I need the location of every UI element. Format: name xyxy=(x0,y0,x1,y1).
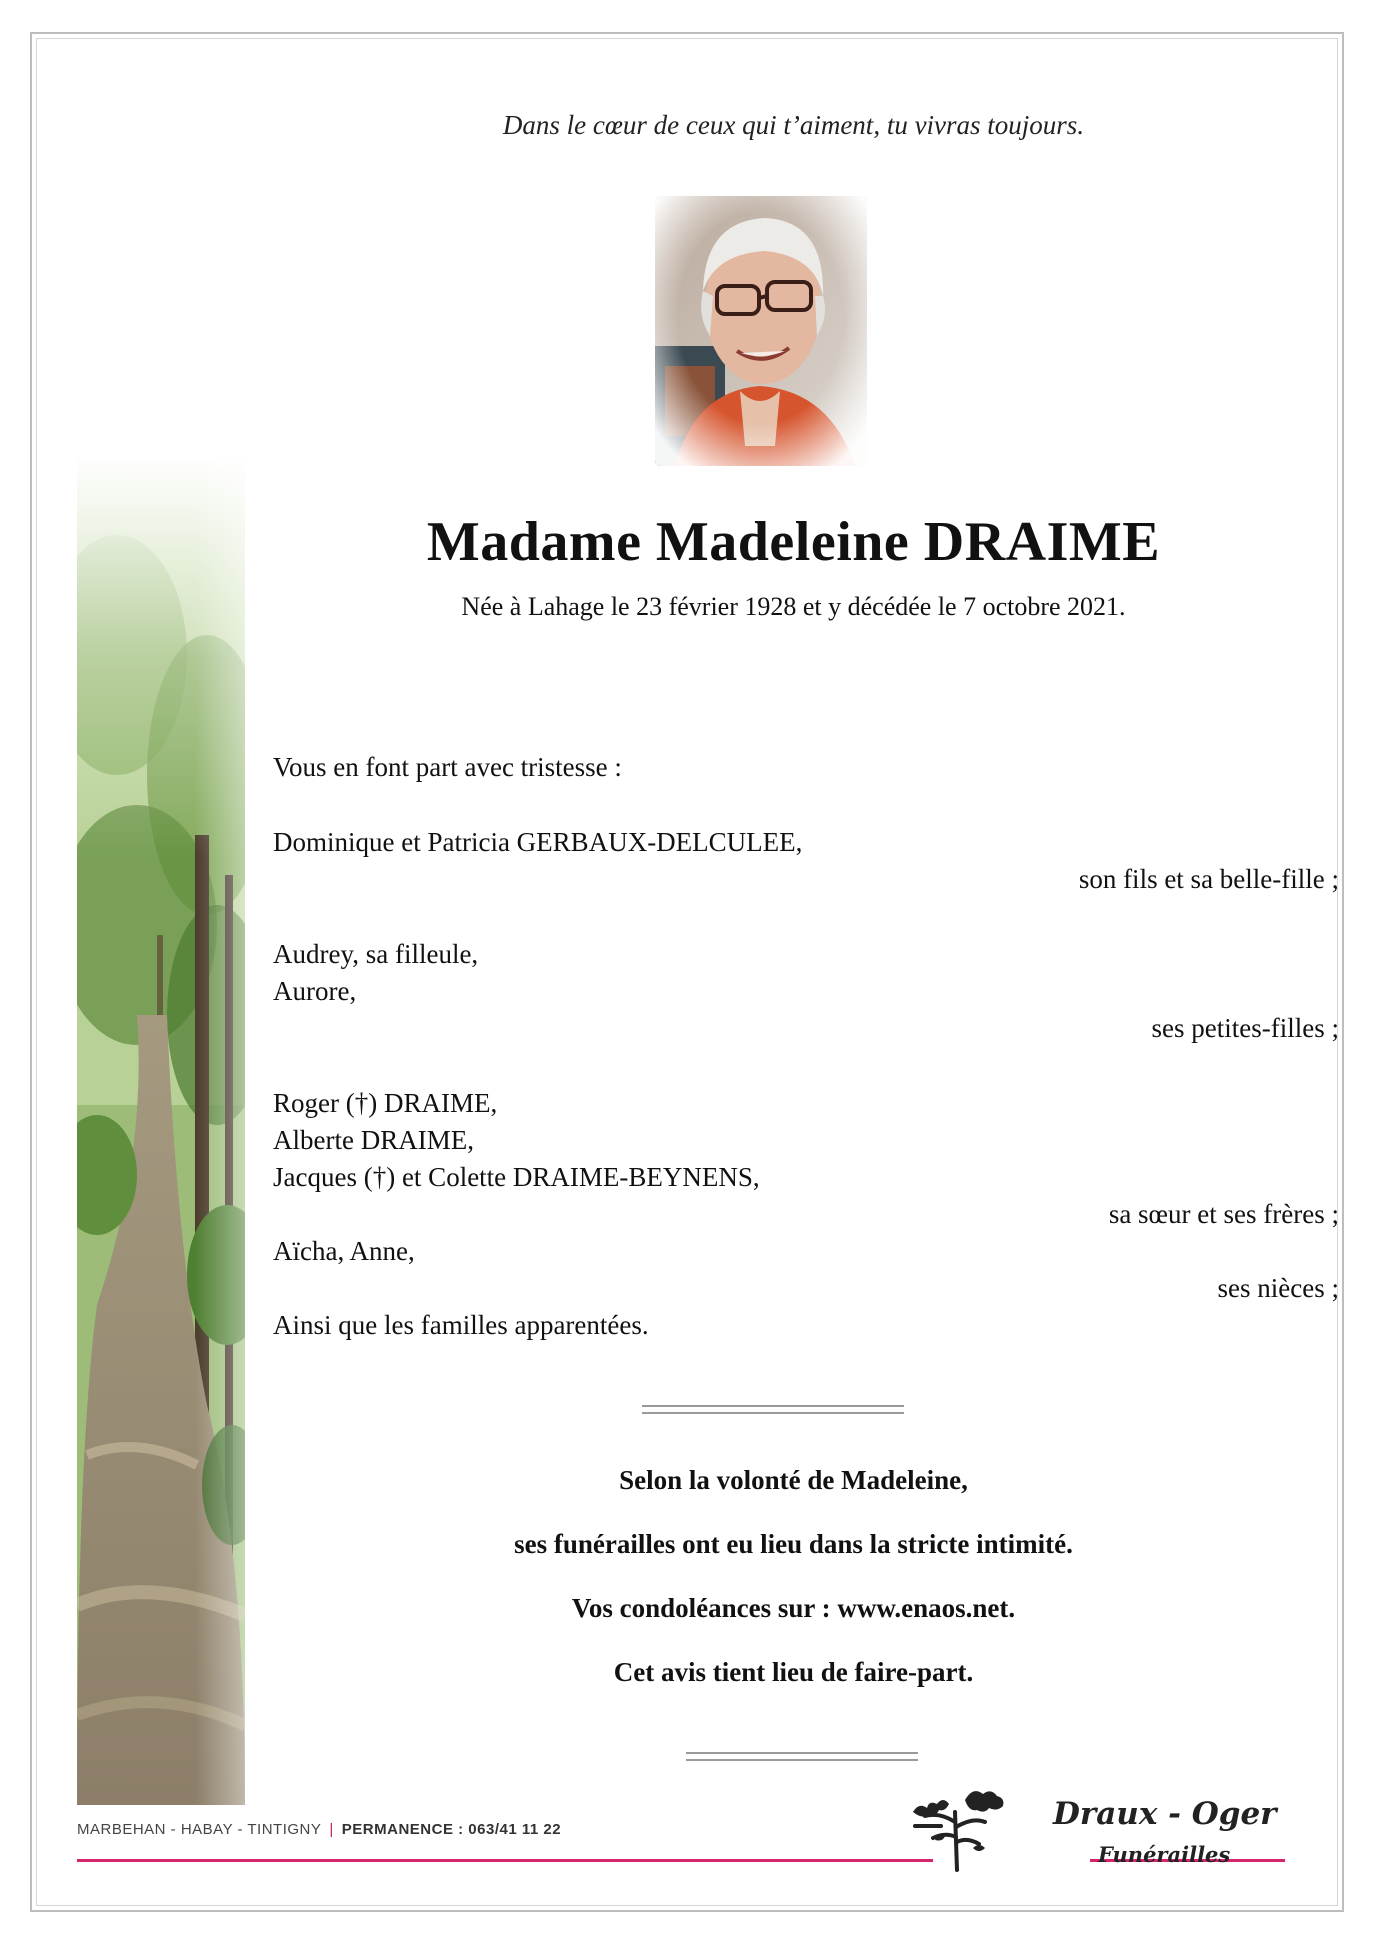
family-line: Ainsi que les familles apparentées. xyxy=(273,1310,649,1340)
family-line: Jacques (†) et Colette DRAIME-BEYNENS, xyxy=(273,1162,760,1192)
family-relation: ses nièces ; xyxy=(1217,1273,1339,1303)
family-line: Roger (†) DRAIME, xyxy=(273,1088,498,1118)
brand-subtitle: Funérailles xyxy=(1098,1842,1231,1867)
family-line: Aurore, xyxy=(273,976,357,1006)
footer-separator: | xyxy=(329,1821,334,1838)
notice-line: Vos condoléances sur : www.enaos.net. xyxy=(571,1593,1016,1623)
birth-death-dates: Née à Lahage le 23 février 1928 et y décédée le 7 octobre 2021. xyxy=(461,592,1126,621)
footer-contact xyxy=(77,1821,561,1838)
family-intro: Vous en font part avec tristesse : xyxy=(273,752,622,782)
notice-line: Selon la volonté de Madeleine, xyxy=(619,1465,968,1495)
divider-top xyxy=(642,1405,904,1414)
footer-permanence: PERMANENCE : 063/41 11 22 xyxy=(341,1821,562,1838)
family-relation: son fils et sa belle-fille ; xyxy=(1078,864,1339,894)
brand-name: Draux - Oger xyxy=(1053,1796,1277,1832)
notice-line: Cet avis tient lieu de faire-part. xyxy=(613,1657,974,1687)
epigraph: Dans le cœur de ceux qui t’aiment, tu vivras toujours. xyxy=(502,110,1085,140)
family-line: Aïcha, Anne, xyxy=(273,1236,415,1266)
footer-accent-line xyxy=(77,1859,933,1862)
footer-locations: MARBEHAN - HABAY - TINTIGNY xyxy=(77,1821,322,1838)
notice-line: ses funérailles ont eu lieu dans la stricte intimité. xyxy=(514,1529,1073,1559)
divider-bottom xyxy=(686,1752,918,1761)
deceased-name: Madame Madeleine DRAIME xyxy=(426,511,1161,573)
portrait-photo xyxy=(655,196,867,466)
tree-logo-icon xyxy=(905,1782,1015,1877)
family-line: Audrey, sa filleule, xyxy=(273,939,479,969)
family-relation: sa sœur et ses frères ; xyxy=(1108,1199,1339,1229)
family-line: Alberte DRAIME, xyxy=(273,1125,474,1155)
family-line: Dominique et Patricia GERBAUX-DELCULEE, xyxy=(273,827,803,857)
family-relation: ses petites-filles ; xyxy=(1151,1013,1339,1043)
